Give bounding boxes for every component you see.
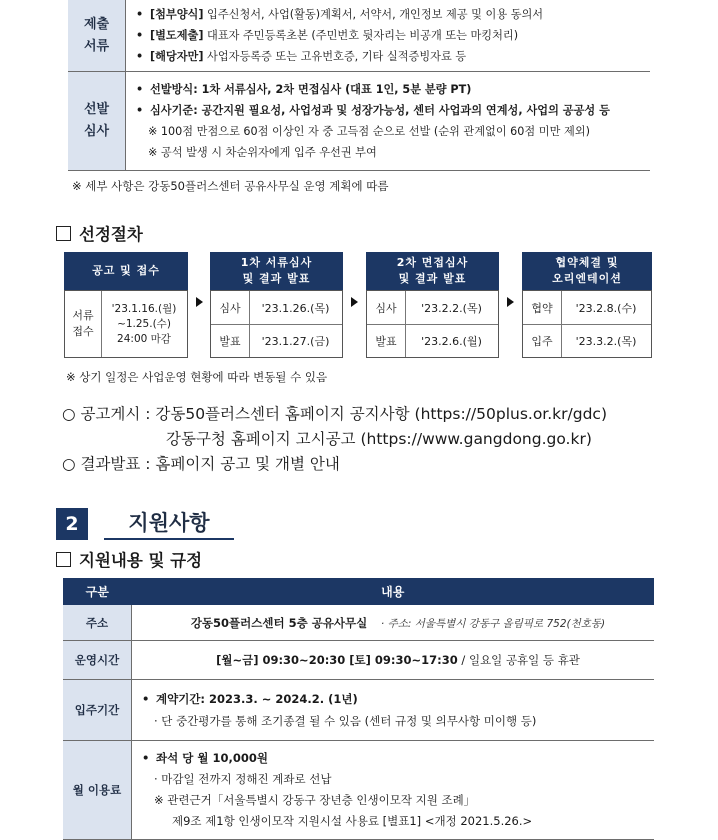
req-text: 대표자 주민등록초본 (주민번호 뒷자리는 비공개 또는 마킹처리) <box>203 29 519 42</box>
hours-rest: / 일요일 공휴일 등 휴관 <box>457 653 580 667</box>
support-heading <box>56 547 202 571</box>
row-label: 월 이용료 <box>63 741 132 840</box>
req-row-documents <box>68 0 650 72</box>
req-row-selection <box>68 72 650 171</box>
support-heading-text: 지원내용 및 규정 <box>79 551 203 570</box>
req-body-selection <box>126 72 651 171</box>
req-item <box>136 100 650 121</box>
req-tag: [별도제출] <box>150 29 204 42</box>
step-date-line: '23.1.16.(월) <box>111 302 177 315</box>
step-title: 1차 서류심사 및 결과 발표 <box>210 252 343 290</box>
arrow-right-icon <box>507 297 514 307</box>
fee-main: • 좌석 당 월 10,000원 <box>142 748 654 769</box>
step-label: 발표 <box>211 325 250 357</box>
step-label: 심사 <box>211 291 250 324</box>
checkbox-square-icon <box>56 552 71 567</box>
step-label: 입주 <box>523 325 562 357</box>
support-table <box>63 578 654 840</box>
row-label: 주소 <box>63 605 132 641</box>
req-item <box>136 79 650 100</box>
step-date-line: 24:00 마감 <box>117 332 171 345</box>
fee-sub: · 마감일 전까지 정해진 계좌로 선납 <box>154 772 332 786</box>
address-sub: · 주소: 서울특별시 강동구 올림픽로 752(천호동) <box>380 617 606 630</box>
req-head-line: 심사 <box>83 124 110 139</box>
step-date-line: ~1.25.(수) <box>117 317 171 330</box>
row-label: 입주기간 <box>63 680 132 741</box>
step-date: '23.2.8.(수) <box>575 301 637 315</box>
selection-heading <box>56 221 143 245</box>
checkbox-square-icon <box>56 226 71 241</box>
step-label: 서류 접수 <box>65 291 102 357</box>
row-label: 운영시간 <box>63 641 132 680</box>
arrow-right-icon <box>196 297 203 307</box>
step-box <box>64 290 188 358</box>
req-head-line: 제출 <box>83 16 110 32</box>
step-title: 공고 및 접수 <box>64 252 188 290</box>
req-item <box>136 4 650 25</box>
requirements-table <box>68 0 650 171</box>
req-text: 사업자등록증 또는 고유번호증, 기타 실적증빙자료 등 <box>203 50 467 63</box>
step-label: 협약 <box>523 291 562 324</box>
step-box <box>366 290 499 358</box>
step-date: '23.1.26.(목) <box>261 301 330 315</box>
step-label: 발표 <box>367 325 406 357</box>
step-dates <box>101 291 187 357</box>
section-title: 지원사항 <box>104 506 234 540</box>
step-title: 2차 면접심사 및 결과 발표 <box>366 252 499 290</box>
period-sub: · 단 중간평가를 통해 조기종결 될 수 있음 (센터 규정 및 의무사항 미이행 등) <box>154 714 537 728</box>
hours-cell <box>132 641 655 680</box>
period-main: • 계약기간: 2023.3. ~ 2024.2. (1년) <box>142 688 654 710</box>
row-address <box>63 605 654 641</box>
address-cell <box>132 605 655 641</box>
step-box <box>522 290 652 358</box>
section-number: 2 <box>56 508 88 540</box>
notice-line: ○ 공고게시 : 강동50플러스센터 홈페이지 공지사항 (https://50plus.or.kr/gdc) <box>62 405 607 423</box>
req-note: ※ 공석 발생 시 차순위자에게 입주 우선권 부여 <box>148 146 377 159</box>
selection-heading-text: 선정절차 <box>79 225 143 244</box>
col-head-content: 내용 <box>132 578 655 605</box>
req-head-line: 서류 <box>83 38 110 54</box>
req-text: 입주신청서, 사업(활동)계획서, 서약서, 개인정보 제공 및 이용 동의서 <box>203 8 544 21</box>
req-head-selection <box>68 72 126 171</box>
schedule-note: ※ 상기 일정은 사업운영 현황에 따라 변동될 수 있음 <box>66 370 328 384</box>
step-label: 심사 <box>367 291 406 324</box>
arrow-right-icon <box>351 297 358 307</box>
col-head-category: 구분 <box>63 578 132 605</box>
req-item <box>136 25 650 46</box>
req-head-documents <box>68 0 126 72</box>
step-date: '23.2.2.(목) <box>421 301 482 315</box>
req-tag: 선발방식: 1차 서류심사, 2차 면접심사 (대표 1인, 5분 분량 PT) <box>150 83 472 96</box>
step-date: '23.2.6.(월) <box>421 335 482 348</box>
support-table-header <box>63 578 654 605</box>
fee-note-continued: 제9조 제1항 인생이모작 지원시설 사용료 [별표1] <개정 2021.5.26.> <box>172 814 533 828</box>
step-title: 협약체결 및 오리엔테이션 <box>522 252 652 290</box>
requirements-footnote: ※ 세부 사항은 강동50플러스센터 공유사무실 운영 계획에 따름 <box>72 179 389 193</box>
row-hours <box>63 641 654 680</box>
req-tag: [첨부양식] <box>150 8 204 21</box>
req-tag: 심사기준: 공간지원 필요성, 사업성과 및 성장가능성, 센터 사업과의 연계성, 사업의 공공성 등 <box>150 104 610 117</box>
period-cell <box>132 680 655 741</box>
address-main: 강동50플러스센터 5층 공유사무실 <box>190 615 368 630</box>
step-box <box>210 290 343 358</box>
fee-cell <box>132 741 655 840</box>
result-line: ○ 결과발표 : 홈페이지 공고 및 개별 안내 <box>62 455 340 473</box>
req-tag: [해당자만] <box>150 50 204 63</box>
fee-note: ※ 관련근거「서울특별시 강동구 장년층 인생이모작 지원 조례」 <box>154 793 476 807</box>
req-item <box>136 46 650 67</box>
step-date: '23.3.2.(목) <box>575 335 637 348</box>
step-date: '23.1.27.(금) <box>261 335 330 348</box>
hours-main: [월~금] 09:30~20:30 [토] 09:30~17:30 <box>216 653 458 667</box>
row-fee <box>63 741 654 840</box>
row-period <box>63 680 654 741</box>
notice-line-continued: 강동구청 홈페이지 고시공고 (https://www.gangdong.go.kr) <box>166 430 592 448</box>
req-head-line: 선발 <box>83 102 110 117</box>
req-body-documents <box>126 0 651 72</box>
req-note: ※ 100점 만점으로 60점 이상인 자 중 고득점 순으로 선발 (순위 관계없이 60점 미만 제외) <box>148 125 590 138</box>
